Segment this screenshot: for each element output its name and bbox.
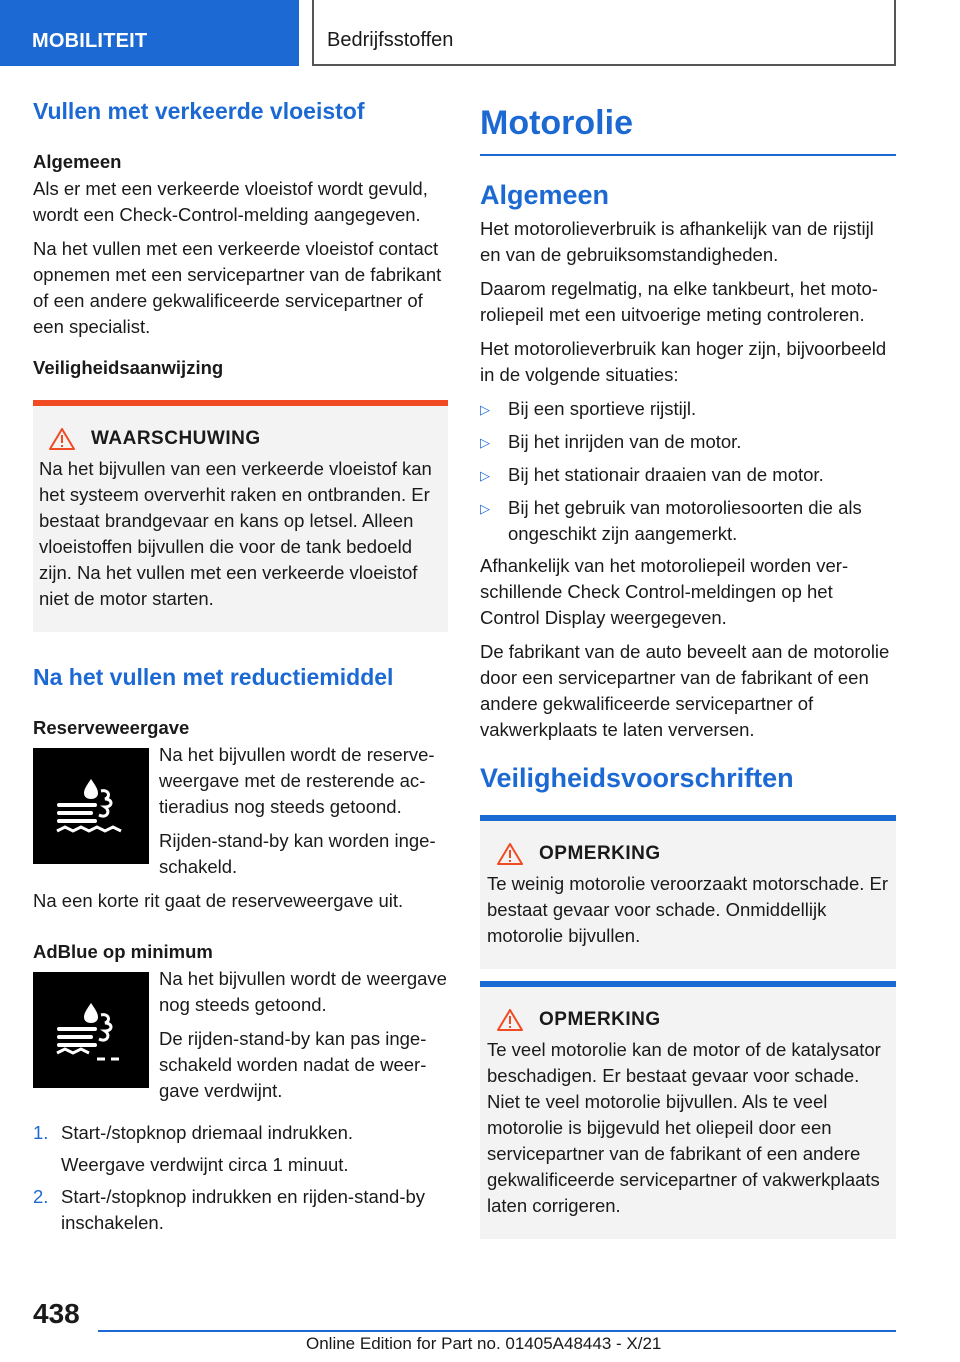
right-column	[480, 100, 896, 1251]
header-section-label: MOBILITEIT	[0, 0, 299, 66]
warning-label: WAARSCHUWING	[91, 428, 261, 449]
warning-triangle-icon	[49, 428, 75, 450]
paragraph: Na het bijvullen wordt de weergave nog steeds getoond.	[159, 968, 447, 1015]
left-column	[33, 96, 448, 1242]
bullet-list	[480, 396, 896, 547]
paragraph: Daarom regelmatig, na elke tankbeurt, het motoroliepeil met een uitvoerige meting controleren.	[480, 278, 878, 325]
triangle-bullet-icon: ▷	[480, 501, 490, 516]
list-item: 1. Start-/stopknop driemaal indrukken.	[33, 1122, 354, 1143]
reserve-row	[33, 742, 448, 888]
heading-safety: Veiligheidsvoorschriften	[480, 763, 794, 793]
adblue-row	[33, 966, 448, 1112]
paragraph: Na een korte rit gaat de reserveweergave uit.	[33, 890, 404, 911]
footer-divider	[98, 1330, 896, 1332]
paragraph: Na het vullen met een verkeerde vloeistof contact opnemen met een servicepartner van de fabrikant of een andere gekwalificeerde servicepartner of een specialist.	[33, 238, 442, 337]
note-box-title	[487, 843, 890, 865]
triangle-bullet-icon: ▷	[480, 435, 490, 450]
reductant-minimum-icon	[33, 972, 149, 1088]
note-label: OPMERKING	[539, 843, 661, 864]
paragraph: De rijden-stand-by kan pas ingeschakeld worden nadat de weergave verdwijnt.	[159, 1028, 427, 1101]
paragraph: Als er met een verkeerde vloeistof wordt gevuld, wordt een Check-Control-melding aangegeven.	[33, 178, 428, 225]
paragraph: Rijden-stand-by kan worden ingeschakeld.	[159, 830, 436, 877]
note-box-title	[487, 1009, 890, 1031]
warning-triangle-icon	[497, 843, 523, 865]
adblue-text	[159, 966, 448, 1112]
reserve-text	[159, 742, 448, 888]
chapter-title: Motorolie	[480, 100, 896, 156]
warning-text: Na het bijvullen van een verkeerde vloeistof kan het systeem oververhit raken en ontbranden. Er bestaat brandgevaar en kans op letsel. Alleen vloeistoffen bijvullen die voor de tank bedoeld zijn. Na het vullen met een verkeerde vloeistof niet de motor starten.	[39, 458, 432, 609]
triangle-bullet-icon: ▷	[480, 402, 490, 417]
note-label: OPMERKING	[539, 1009, 661, 1030]
paragraph: Na het bijvullen wordt de reserveweergave met de resterende actieradius nog steeds getoond.	[159, 744, 435, 817]
footer-edition: Online Edition for Part no. 01405A48443 - X/21	[306, 1334, 662, 1353]
heading-general: Algemeen	[480, 180, 610, 210]
paragraph: Het motorolieverbruik kan hoger zijn, bijvoorbeeld in de volgende situaties:	[480, 338, 887, 385]
heading-adblue: AdBlue op minimum	[33, 941, 213, 962]
heading-safety: Veiligheidsaanwijzing	[33, 357, 224, 378]
paragraph: Afhankelijk van het motoroliepeil worden verschillende Check Control-meldingen op het Control Display weergegeven.	[480, 555, 849, 628]
note-box	[480, 815, 896, 969]
page-number: 438	[33, 1298, 80, 1329]
warning-triangle-icon	[497, 1009, 523, 1031]
list-item: ▷ Bij een sportieve rijstijl.	[480, 396, 896, 423]
warning-box	[33, 400, 448, 632]
heading-reserve: Reserveweergave	[33, 717, 190, 738]
note-text: Te weinig motorolie veroorzaakt motorschade. Er bestaat gevaar voor schade. Onmiddellijk motorolie bijvullen.	[487, 873, 889, 946]
note-box	[480, 981, 896, 1239]
header-chapter-label: Bedrijfsstoffen	[312, 0, 896, 66]
note-text: Te veel motorolie kan de motor of de katalysator beschadigen. Er bestaat gevaar voor schade. Niet te veel motorolie bijvullen. Als te veel motorolie is bijgevuld het oliepeil door een servicepartner van de fabrikant of een andere gekwalificeerde servicepartner of vakwerkplaats laten corrigeren.	[487, 1039, 881, 1216]
list-item-sub: Weergave verdwijnt circa 1 minuut.	[61, 1154, 349, 1175]
paragraph: De fabrikant van de auto beveelt aan de motorolie door een servicepartner van de fabrikant of een andere gekwalificeerde servicepartner of vakwerkplaats te laten verversen.	[480, 641, 890, 740]
paragraph: Het motorolieverbruik is afhankelijk van de rijstijl en van de gebruiksomstandigheden.	[480, 218, 874, 265]
list-item: ▷ Bij het inrijden van de motor.	[480, 429, 896, 456]
list-item: 2. Start-/stopknop indrukken en rijden-stand-by inschakelen.	[33, 1186, 426, 1233]
reductant-reserve-icon	[33, 748, 149, 864]
steps-list	[33, 1120, 448, 1236]
section-title-wrong-fluid: Vullen met verkeerde vloeistof	[33, 98, 365, 124]
heading-general: Algemeen	[33, 151, 122, 172]
list-item: ▷ Bij het gebruik van motoroliesoorten die als ongeschikt zijn aangemerkt.	[480, 495, 896, 547]
list-item: ▷ Bij het stationair draaien van de motor.	[480, 462, 896, 489]
warning-box-title	[39, 428, 442, 450]
triangle-bullet-icon: ▷	[480, 468, 490, 483]
section-title-reductant: Na het vullen met reductiemiddel	[33, 664, 394, 690]
